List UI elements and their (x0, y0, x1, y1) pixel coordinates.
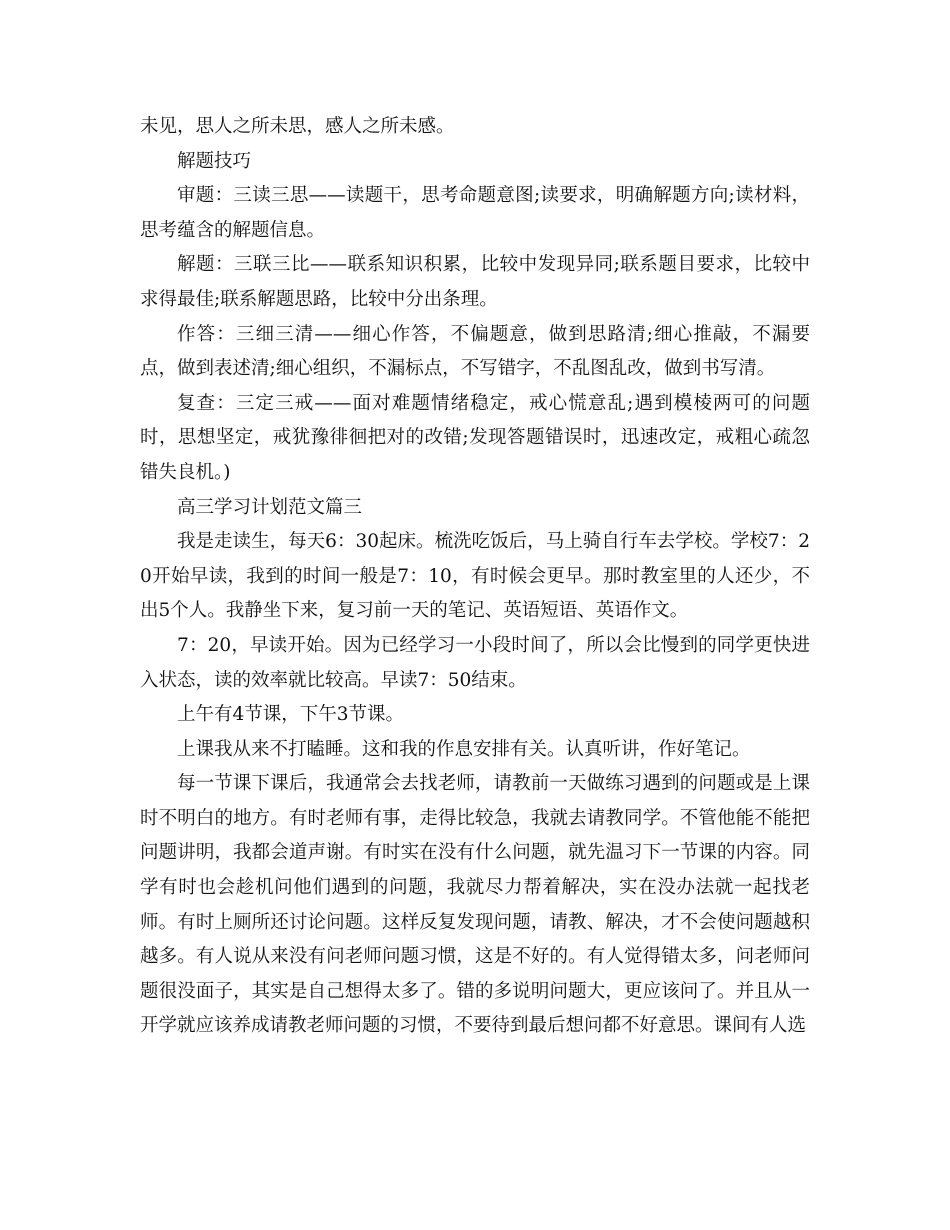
paragraph-continuation: 未见，思人之所未思，感人之所未感。 (140, 116, 455, 137)
paragraph-after-class: 每一节课下课后，我通常会去找老师，请教前一天做练习遇到的问题或是上课时不明白的地方。有时老师有事，走得比较急，我就去请教同学。不管他能不能把问题讲明，我都会道声谢。有时实在没有什么问题，就先温习下一节课的内容。同学有时也会趁机问他们遇到的问题，我就尽力帮着解决，实在没办法就一起找老师。有时上厕所还讨论问题。这样反复发现问题，请教、解决，才不会使问题越积越多。有人说从来没有问老师问题习惯，这是不好的。有人觉得错太多，问老师问题很没面子，其实是自己想得太多了。错的多说明问题大，更应该问了。并且从一开学就应该养成请教老师问题的习惯，不要待到最后想问都不好意思。课间有人选 (140, 773, 810, 1037)
paragraph-review-question: 审题：三读三思——读题干，思考命题意图;读要求，明确解题方向;读材料，思考蕴含的解题信息。 (140, 185, 810, 241)
paragraph-solve-question: 解题：三联三比——联系知识积累，比较中发现异同;联系题目要求，比较中求得最佳;联系解题思路，比较中分出条理。 (140, 254, 810, 310)
document-body (140, 110, 810, 1044)
heading-study-plan-part-three: 高三学习计划范文篇三 (177, 496, 363, 518)
paragraph-morning-reading: 7：20，早读开始。因为已经学习一小段时间了，所以会比慢到的同学更快进入状态，读的效率就比较高。早读7：50结束。 (140, 634, 810, 691)
heading-problem-solving-tips: 解题技巧 (177, 150, 252, 172)
paragraph-morning-routine: 我是走读生，每天6：30起床。梳洗吃饭后，马上骑自行车去学校。学校7：20开始早读，我到的时间一般是7：10，有时候会更早。那时教室里的人还少，不出5个人。我静坐下来，复习前一天的笔记、英语短语、英语作文。 (140, 531, 810, 622)
paragraph-answer: 作答：三细三清——细心作答，不偏题意，做到思路清;细心推敲，不漏要点，做到表述清;细心组织，不漏标点，不写错字，不乱图乱改，做到书写清。 (140, 323, 810, 380)
paragraph-recheck: 复查：三定三戒——面对难题情绪稳定，戒心慌意乱;遇到模棱两可的问题时，思想坚定，戒犹豫徘徊把对的改错;发现答题错误时，迅速改定，戒粗心疏忽错失良机。) (140, 392, 810, 483)
paragraph-class-schedule: 上午有4节课，下午3节课。 (177, 704, 405, 726)
paragraph-in-class: 上课我从来不打瞌睡。这和我的作息安排有关。认真听讲，作好笔记。 (177, 738, 751, 760)
